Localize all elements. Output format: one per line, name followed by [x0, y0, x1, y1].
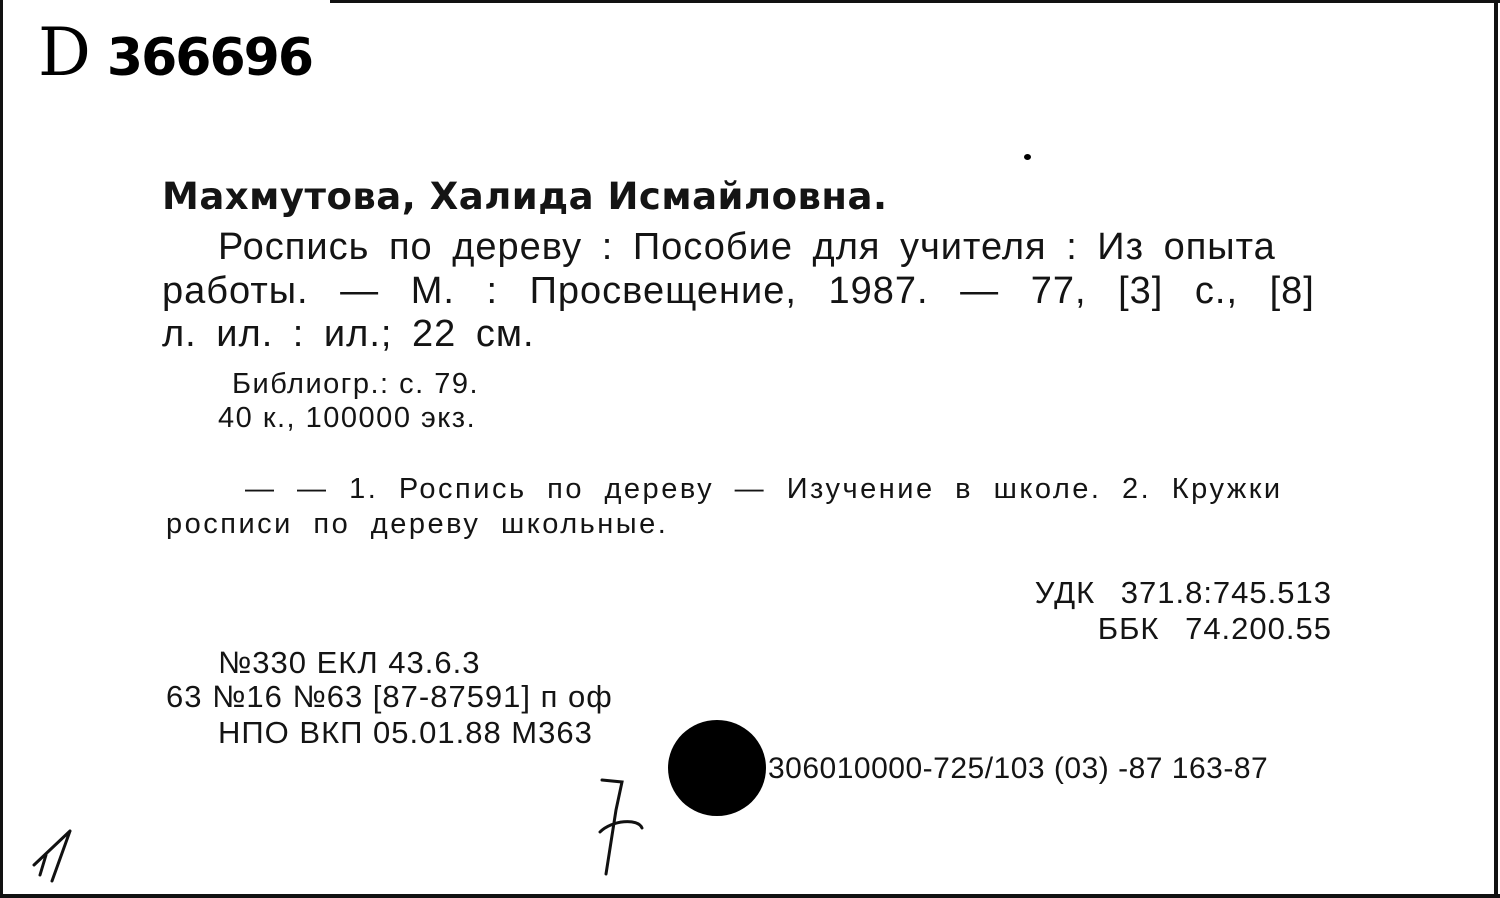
card-id-letter: D — [38, 14, 89, 91]
ink-dot — [1024, 154, 1031, 160]
card-edge-right — [1494, 0, 1498, 898]
card-id-number: 366696 — [106, 28, 313, 88]
handwritten-mark-1 — [26, 825, 86, 885]
acquisition-line: 63 №16 №63 [87-87591] п оф — [166, 679, 613, 714]
acquisition-line: НПО ВКП 05.01.88 М363 — [218, 715, 593, 750]
control-code: 306010000-725/103 (03) -87 163-87 — [768, 752, 1269, 785]
bibliography-note: Библиогр.: с. 79. — [232, 368, 480, 400]
subject-headings: росписи по дереву школьные. — [166, 508, 669, 540]
card-edge-bottom — [0, 894, 1500, 898]
card-edge-top — [330, 0, 1500, 3]
bbk-code: ББК 74.200.55 — [1097, 611, 1332, 646]
subject-headings: — — 1. Роспись по дереву — Изучение в школе. 2. Кружки — [245, 473, 1283, 505]
description-line: Роспись по дереву : Пособие для учителя : Из опыта — [218, 226, 1276, 268]
card-edge-left — [0, 0, 3, 898]
card-id — [38, 14, 312, 91]
description-line: работы. — М. : Просвещение, 1987. — 77, [3] с., [8] — [162, 270, 1315, 312]
punch-hole — [668, 720, 766, 816]
udk-code: УДК 371.8:745.513 — [1034, 575, 1332, 610]
handwritten-mark-7 — [592, 770, 652, 880]
acquisition-line: №330 ЕКЛ 43.6.3 — [218, 645, 481, 680]
author-heading: Махмутова, Халида Исмайловна. — [162, 175, 888, 218]
description-line: л. ил. : ил.; 22 см. — [162, 313, 535, 355]
price-run-note: 40 к., 100000 экз. — [218, 402, 477, 434]
